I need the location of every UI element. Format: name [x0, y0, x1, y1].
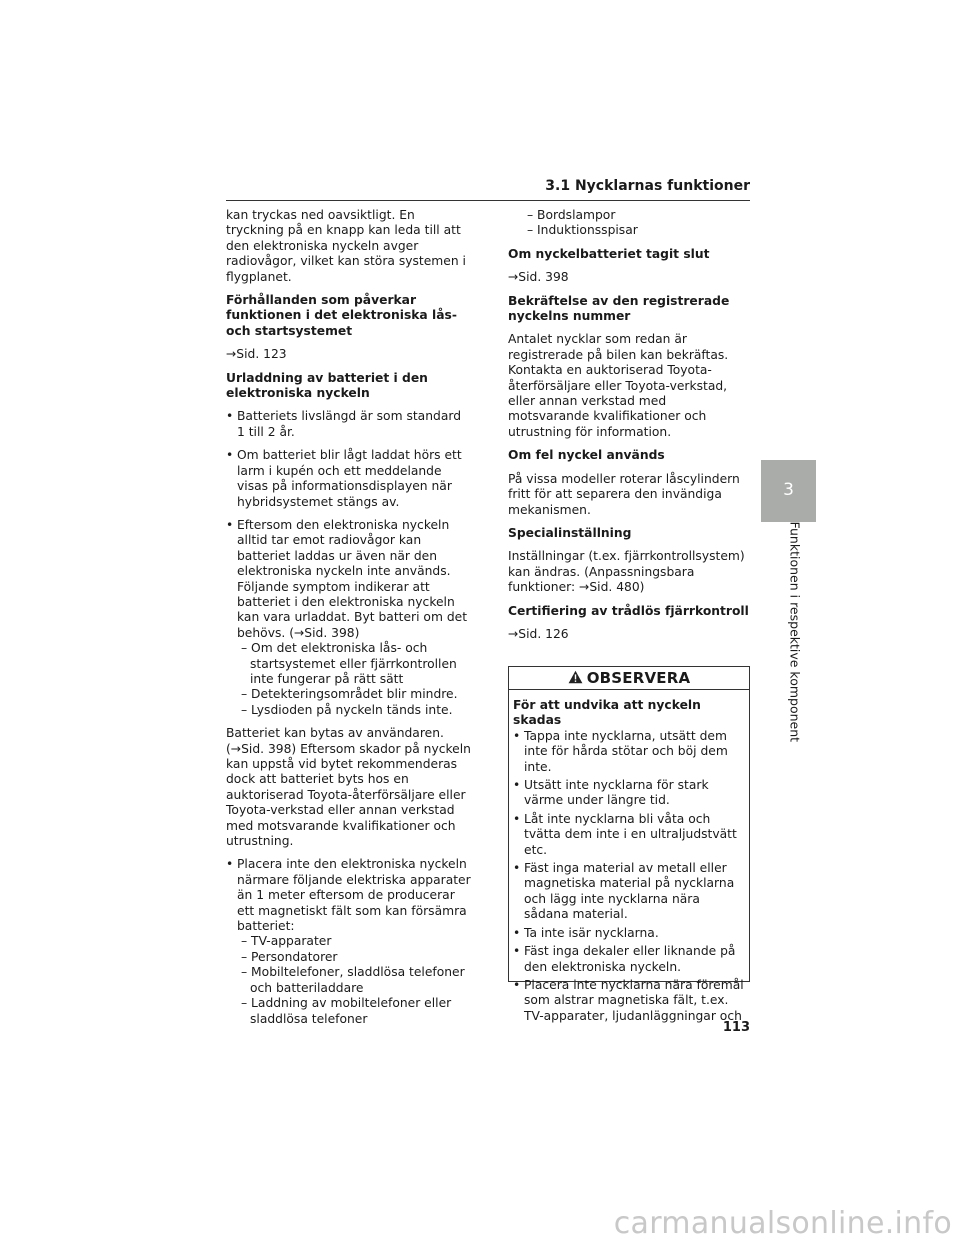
dash-item: – Induktionsspisar — [527, 223, 638, 238]
heading-special-setting: Specialinställning — [508, 525, 632, 540]
dash-item: – Om det elektroniska lås- och startsystemet eller fjärrkontrollen inte fungerar på rätt sätt — [241, 641, 457, 686]
heading-battery-discharge: Urladdning av batteriet i den elektroniska nyckeln — [226, 370, 428, 401]
notice-item: • Utsätt inte nycklarna för stark värme under längre tid. — [513, 778, 745, 809]
page-number: 113 — [722, 1020, 750, 1035]
section-header — [226, 180, 750, 201]
bullet-placement-text: • Placera inte den elektroniska nyckeln närmare följande elektriska apparater än 1 meter eftersom de producerar ett magnetiskt fält som kan försämra batteriet: — [237, 857, 471, 934]
notice-box — [508, 666, 750, 1023]
dash-item: – Laddning av mobiltelefoner eller sladdlösa telefoner — [241, 996, 452, 1026]
dash-item: – Bordslampor — [527, 208, 616, 222]
chapter-title: Funktionen i respektive komponent — [787, 521, 803, 743]
notice-body — [509, 690, 749, 1024]
watermark: carmanualsonline.info — [613, 1206, 952, 1241]
warning-triangle-icon — [568, 669, 583, 688]
notice-item: • Placera inte nycklarna nära föremål som alstrar magnetiska fält, t.ex. TV-apparater, ljudanläggningar och — [513, 978, 745, 1024]
symptom-list — [226, 641, 472, 718]
bullet-discharge-text: • Eftersom den elektroniska nyckeln alltid tar emot radiovågor kan batteriet laddas ur även när den elektroniska nyckeln inte används. Följande symptom indikerar att batteriet i den elektroniska nyckeln kan vara urladdat. Byt batteri om det behövs. (→Sid. 398) — [237, 517, 468, 640]
bullet-low-battery: • Om batteriet blir lågt laddat hörs ett larm i kupén och ett meddelande visas på informationsdisplayen när hybridsystemet stängs av. — [226, 448, 472, 510]
heading-dead-battery: Om nyckelbatteriet tagit slut — [508, 246, 710, 261]
chapter-side-label — [787, 521, 803, 751]
right-column — [508, 208, 750, 650]
dash-item: – Mobiltelefoner, sladdlösa telefoner och batteriladdare — [241, 965, 465, 995]
dash-item: – Persondatorer — [241, 949, 338, 964]
left-column — [226, 208, 472, 1027]
section-title: 3.1 Nycklarnas funktioner — [545, 178, 750, 194]
bullet-battery-life: • Batteriets livslängd är som standard 1 till 2 år. — [226, 409, 472, 440]
dash-item: – TV-apparater — [241, 934, 332, 949]
chapter-tab[interactable] — [761, 460, 816, 522]
key-number-paragraph: Antalet nycklar som redan är registrerade på bilen kan bekräftas. Kontakta en auktoriserad Toyota-återförsäljare eller Toyota-verkstad, eller annan verkstad med motsvarande kvalifikationer och utrustning för information. — [508, 332, 729, 439]
notice-title: OBSERVERA — [586, 669, 691, 687]
notice-item: • Ta inte isär nycklarna. — [513, 926, 745, 941]
heading-conditions: Förhållanden som påverkar funktionen i det elektroniska lås- och startsystemet — [226, 293, 457, 338]
appliance-list-continued — [508, 208, 750, 239]
notice-heading: För att undvika att nyckeln skadas — [513, 698, 701, 728]
wrong-key-paragraph: På vissa modeller roterar låscylindern fritt för att separera den invändiga mekanismen. — [508, 471, 740, 517]
notice-item: • Tappa inte nycklarna, utsätt dem inte för hårda stötar och böj dem inte. — [513, 729, 745, 775]
chapter-number: 3 — [783, 480, 794, 500]
notice-item: • Fäst inga dekaler eller liknande på den elektroniska nyckeln. — [513, 944, 745, 975]
notice-header — [509, 667, 749, 690]
notice-item: • Fäst inga material av metall eller magnetiska material på nycklarna och lägg inte nycklarna nära sådana material. — [513, 861, 745, 923]
heading-key-number: Bekräftelse av den registrerade nyckelns nummer — [508, 293, 730, 324]
bullet-placement — [226, 857, 472, 934]
dash-item: – Detekteringsområdet blir mindre. — [241, 687, 458, 702]
bullet-discharge — [226, 518, 472, 641]
page-reference[interactable]: →Sid. 123 — [226, 347, 287, 362]
heading-wrong-key: Om fel nyckel används — [508, 448, 665, 463]
notice-item: • Låt inte nycklarna bli våta och tvätta dem inte i en ultraljudstvätt etc. — [513, 812, 745, 858]
page-reference[interactable]: →Sid. 126 — [508, 626, 569, 641]
heading-certification: Certifiering av trådlös fjärrkontroll — [508, 603, 749, 618]
special-setting-paragraph: Inställningar (t.ex. fjärrkontrollsystem) kan ändras. (Anpassningsbara funktioner: →Sid. 480) — [508, 549, 745, 595]
dash-item: – Lysdioden på nyckeln tänds inte. — [241, 702, 453, 717]
battery-replace-paragraph: Batteriet kan bytas av användaren. (→Sid. 398) Eftersom skador på nyckeln kan uppstå vid bytet rekommenderas dock att batteriet byts hos en auktoriserad Toyota-återförsäljare eller Toyota-verkstad eller annan verkstad med motsvarande kvalifikationer och utrustning. — [226, 726, 471, 849]
intro-paragraph: kan tryckas ned oavsiktligt. En tryckning på en knapp kan leda till att den elektroniska nyckeln avger radiovågor, vilket kan störa systemen i flygplanet. — [226, 208, 466, 284]
page-reference[interactable]: →Sid. 398 — [508, 270, 569, 285]
appliance-list — [226, 934, 472, 1026]
